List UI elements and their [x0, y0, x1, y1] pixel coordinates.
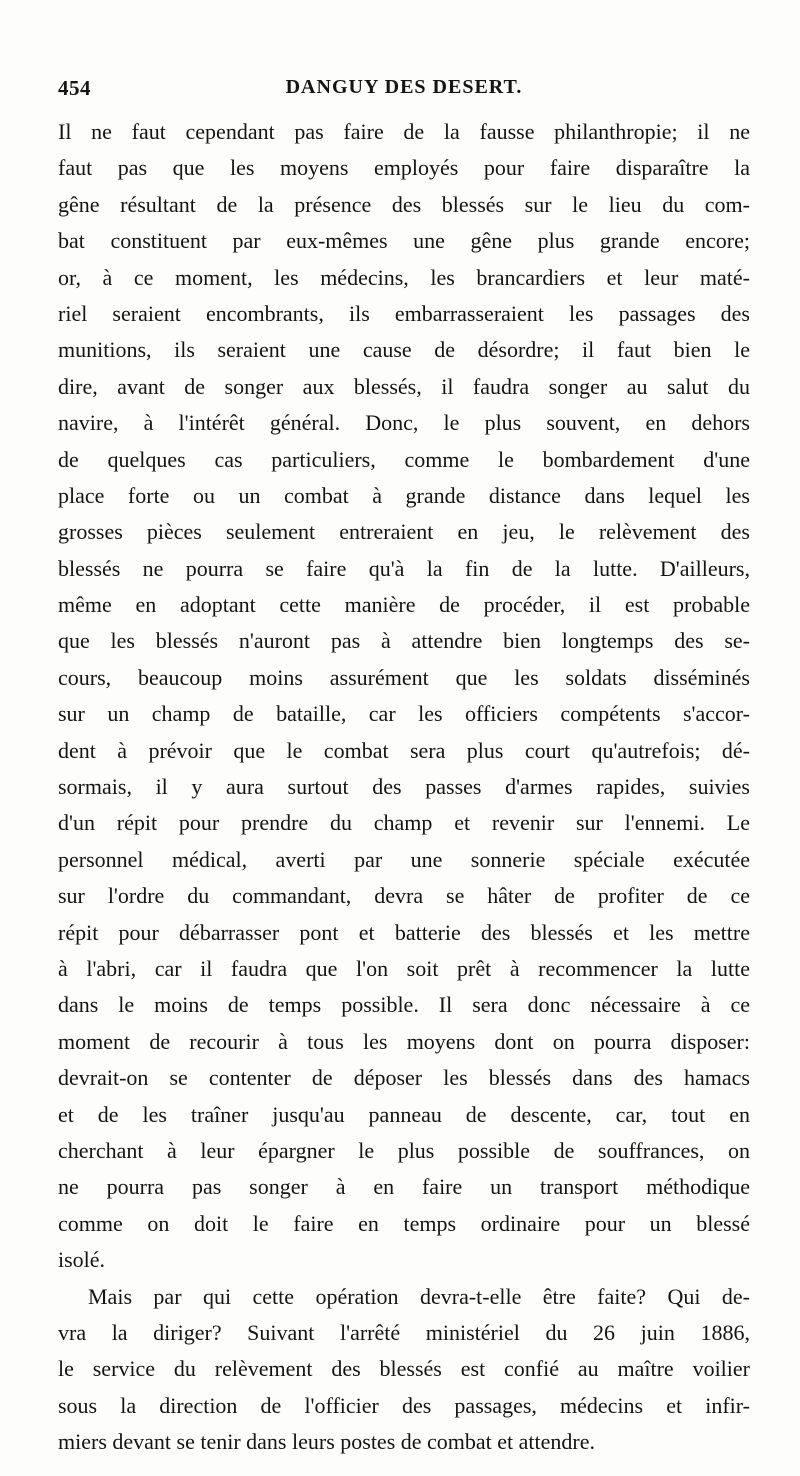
text-line: navire, à l'intérêt général. Donc, le plus souvent, en dehors [58, 410, 750, 436]
text-line: à l'abri, car il faudra que l'on soit prêt à recommencer la lutte [58, 955, 750, 981]
text-line: et de les traîner jusqu'au panneau de descente, car, tout en [58, 1101, 750, 1127]
text-line: riel seraient encombrants, ils embarrasseraient les passages des [58, 300, 750, 326]
text-line: gêne résultant de la présence des blessés sur le lieu du com- [58, 191, 750, 217]
text-line: personnel médical, averti par une sonnerie spéciale exécutée [58, 846, 750, 872]
text-line: ne pourra pas songer à en faire un transport méthodique [58, 1174, 750, 1200]
text-line: dans le moins de temps possible. Il sera donc nécessaire à ce [58, 992, 750, 1018]
text-line: sous la direction de l'officier des passages, médecins et infir- [58, 1392, 750, 1418]
text-line: blessés ne pourra se faire qu'à la fin de la lutte. D'ailleurs, [58, 555, 750, 581]
text-line: répit pour débarrasser pont et batterie des blessés et les mettre [58, 919, 750, 945]
text-line: moment de recourir à tous les moyens dont on pourra disposer: [58, 1028, 750, 1054]
text-line: cours, beaucoup moins assurément que les soldats disséminés [58, 664, 750, 690]
text-line: faut pas que les moyens employés pour faire disparaître la [58, 155, 750, 181]
text-line: d'un répit pour prendre du champ et revenir sur l'ennemi. Le [58, 810, 750, 836]
text-line: sur un champ de bataille, car les officiers compétents s'accor- [58, 701, 750, 727]
text-line: cherchant à leur épargner le plus possible de souffrances, on [58, 1137, 750, 1163]
text-line: de quelques cas particuliers, comme le bombardement d'une [58, 446, 750, 472]
text-line: même en adoptant cette manière de procéder, il est probable [58, 592, 750, 618]
body-text [58, 114, 750, 1460]
text-line: bat constituent par eux-mêmes une gêne plus grande encore; [58, 228, 750, 254]
text-line: sur l'ordre du commandant, devra se hâter de profiter de ce [58, 883, 750, 909]
text-line: place forte ou un combat à grande distance dans lequel les [58, 482, 750, 508]
text-line: le service du relèvement des blessés est confié au maître voilier [58, 1356, 750, 1382]
text-line: vra la diriger? Suivant l'arrêté ministériel du 26 juin 1886, [58, 1319, 750, 1345]
page-number: 454 [58, 76, 91, 100]
text-line: Mais par qui cette opération devra-t-elle être faite? Qui de- [88, 1283, 750, 1309]
paragraph [58, 1279, 750, 1461]
text-line: isolé. [58, 1247, 106, 1273]
text-line: devrait-on se contenter de déposer les blessés dans des hamacs [58, 1065, 750, 1091]
text-line: Il ne faut cependant pas faire de la fausse philanthropie; il ne [58, 119, 750, 144]
text-line: que les blessés n'auront pas à attendre bien longtemps des se- [58, 628, 750, 654]
text-line: comme on doit le faire en temps ordinaire pour un blessé [58, 1210, 750, 1236]
page-header [58, 76, 750, 106]
text-line: dire, avant de songer aux blessés, il faudra songer au salut du [58, 373, 750, 399]
text-line: grosses pièces seulement entreraient en jeu, le relèvement des [58, 519, 750, 545]
text-line: or, à ce moment, les médecins, les brancardiers et leur maté- [58, 264, 750, 290]
text-line: miers devant se tenir dans leurs postes de combat et attendre. [58, 1429, 595, 1455]
text-line: munitions, ils seraient une cause de désordre; il faut bien le [58, 337, 750, 363]
text-line: dent à prévoir que le combat sera plus court qu'autrefois; dé- [58, 737, 750, 763]
running-title: DANGUY DES DESERT. [285, 76, 523, 98]
paragraph [58, 114, 750, 1279]
text-line: sormais, il y aura surtout des passes d'armes rapides, suivies [58, 774, 750, 800]
